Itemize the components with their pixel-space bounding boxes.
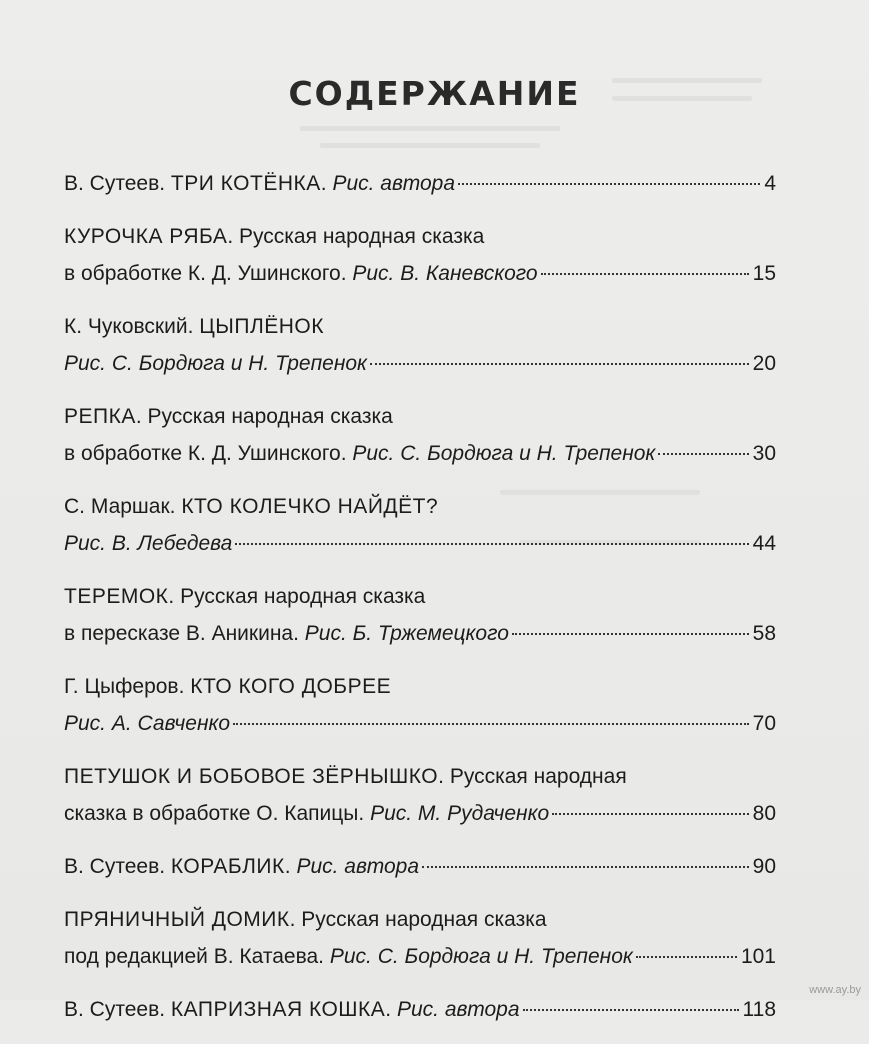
toc-line-text [64, 668, 391, 705]
toc-line [64, 758, 776, 795]
toc-line [64, 525, 776, 562]
toc-description: Русская народная сказка [180, 585, 426, 608]
toc-title: ТЕРЕМОК [64, 585, 169, 608]
toc-separator: . [168, 585, 181, 608]
toc-illustrator: Рис. автора [332, 172, 456, 195]
toc-line-text [64, 218, 484, 255]
toc-illustrator: Рис. А. Савченко [64, 712, 231, 735]
toc-line [64, 398, 776, 435]
toc-entry [64, 991, 776, 1028]
toc-separator: . [385, 998, 397, 1021]
toc-description: Русская народная [449, 765, 627, 788]
toc-line [64, 165, 776, 202]
page-title: СОДЕРЖАНИЕ [288, 74, 581, 113]
toc-entry [64, 758, 776, 832]
toc-entry [64, 578, 776, 652]
toc-line [64, 901, 776, 938]
toc-line [64, 345, 776, 382]
toc-line-text [64, 991, 520, 1028]
toc-entry [64, 218, 776, 292]
toc-entry [64, 848, 776, 885]
toc-line-text [64, 705, 230, 742]
toc-author: С. Маршак. [64, 495, 182, 518]
table-of-contents [64, 165, 776, 1044]
toc-illustrator: Рис. М. Рудаченко [370, 802, 550, 825]
toc-entry [64, 488, 776, 562]
watermark-text: www.ay.by [809, 984, 861, 996]
toc-separator: . [320, 172, 333, 195]
toc-page-number: 101 [740, 945, 776, 968]
toc-description: в пересказе В. Аникина. [64, 622, 305, 645]
toc-title: ЦЫПЛЁНОК [199, 315, 324, 338]
toc-separator: . [135, 405, 148, 428]
toc-line-text [64, 165, 455, 202]
dot-leader [512, 633, 749, 635]
dot-leader [541, 273, 749, 275]
toc-description: под редакцией В. Катаева. [64, 945, 330, 968]
toc-line-text [64, 488, 438, 525]
toc-line-text [64, 308, 324, 345]
toc-line [64, 488, 776, 525]
toc-line-text [64, 255, 538, 292]
toc-separator: . [284, 855, 297, 878]
toc-page-number: 30 [752, 442, 776, 465]
toc-illustrator: Рис. В. Каневского [352, 262, 538, 285]
toc-illustrator: Рис. С. Бордюга и Н. Трепенок [352, 442, 656, 465]
toc-illustrator: Рис. автора [296, 855, 419, 878]
toc-title: РЕПКА [64, 405, 136, 428]
toc-page-number: 80 [752, 802, 776, 825]
toc-illustrator: Рис. автора [396, 998, 520, 1021]
dot-leader [658, 453, 748, 455]
toc-separator: . [438, 765, 450, 788]
toc-line-text [64, 525, 232, 562]
toc-illustrator: Рис. В. Лебедева [64, 532, 233, 555]
toc-description: в обработке К. Д. Ушинского. [64, 442, 353, 465]
toc-title: КОРАБЛИК [170, 855, 285, 878]
toc-entry [64, 308, 776, 382]
toc-line-text [64, 398, 393, 435]
toc-line-text [64, 435, 655, 472]
dot-leader [233, 723, 749, 725]
toc-line [64, 435, 776, 472]
dot-leader [552, 813, 748, 815]
toc-description: Русская народная сказка [239, 225, 485, 248]
toc-line [64, 218, 776, 255]
toc-line-text [64, 848, 419, 885]
toc-title: КТО КОЛЕЧКО НАЙДЁТ? [181, 495, 439, 518]
toc-author: В. Сутеев. [64, 855, 171, 878]
dot-leader [422, 866, 749, 868]
toc-page-number: 90 [752, 855, 776, 878]
toc-author: В. Сутеев. [64, 998, 171, 1021]
toc-entry [64, 398, 776, 472]
toc-line [64, 255, 776, 292]
toc-line-text [64, 901, 547, 938]
toc-title: КУРОЧКА РЯБА [64, 225, 228, 248]
toc-entry [64, 165, 776, 202]
toc-title: КАПРИЗНАЯ КОШКА [170, 998, 386, 1021]
toc-page-number: 118 [742, 998, 776, 1021]
toc-line-text [64, 345, 367, 382]
toc-page-number: 4 [764, 172, 776, 195]
toc-description: сказка в обработке О. Капицы. [64, 802, 371, 825]
toc-line [64, 668, 776, 705]
dot-leader [636, 956, 737, 958]
toc-line [64, 578, 776, 615]
toc-entry [64, 668, 776, 742]
toc-separator: . [227, 225, 240, 248]
toc-description: Русская народная сказка [147, 405, 393, 428]
dot-leader [523, 1009, 739, 1011]
toc-line [64, 991, 776, 1028]
toc-title: ПЕТУШОК И БОБОВОЕ ЗЁРНЫШКО [64, 765, 439, 788]
toc-description: в обработке К. Д. Ушинского. [64, 262, 353, 285]
toc-line-text [64, 615, 509, 652]
toc-page-number: 15 [752, 262, 776, 285]
toc-line-text [64, 578, 425, 615]
toc-line-text [64, 795, 549, 832]
toc-illustrator: Рис. Б. Тржемецкого [304, 622, 509, 645]
dot-leader [370, 363, 749, 365]
toc-page-number: 20 [752, 352, 776, 375]
toc-author: В. Сутеев. [64, 172, 171, 195]
dot-leader [235, 543, 748, 545]
toc-separator: . [289, 908, 302, 931]
toc-line [64, 308, 776, 345]
toc-line [64, 705, 776, 742]
toc-illustrator: Рис. С. Бордюга и Н. Трепенок [329, 945, 633, 968]
bleed-through-mark [300, 126, 560, 131]
toc-page-number: 58 [752, 622, 776, 645]
toc-author: Г. Цыферов. [64, 675, 191, 698]
toc-entry [64, 901, 776, 975]
toc-title: КТО КОГО ДОБРЕЕ [190, 675, 392, 698]
bleed-through-mark [320, 143, 540, 148]
toc-title: ПРЯНИЧНЫЙ ДОМИК [64, 908, 290, 931]
toc-description: Русская народная сказка [301, 908, 547, 931]
toc-line-text [64, 758, 627, 795]
toc-author: К. Чуковский. [64, 315, 200, 338]
toc-page-number: 70 [752, 712, 776, 735]
toc-illustrator: Рис. С. Бордюга и Н. Трепенок [64, 352, 367, 375]
dot-leader [458, 183, 760, 185]
toc-line-text [64, 938, 633, 975]
toc-title: ТРИ КОТЁНКА [170, 172, 321, 195]
toc-page-number: 44 [752, 532, 776, 555]
toc-line [64, 795, 776, 832]
toc-line [64, 848, 776, 885]
toc-line [64, 615, 776, 652]
toc-line [64, 938, 776, 975]
